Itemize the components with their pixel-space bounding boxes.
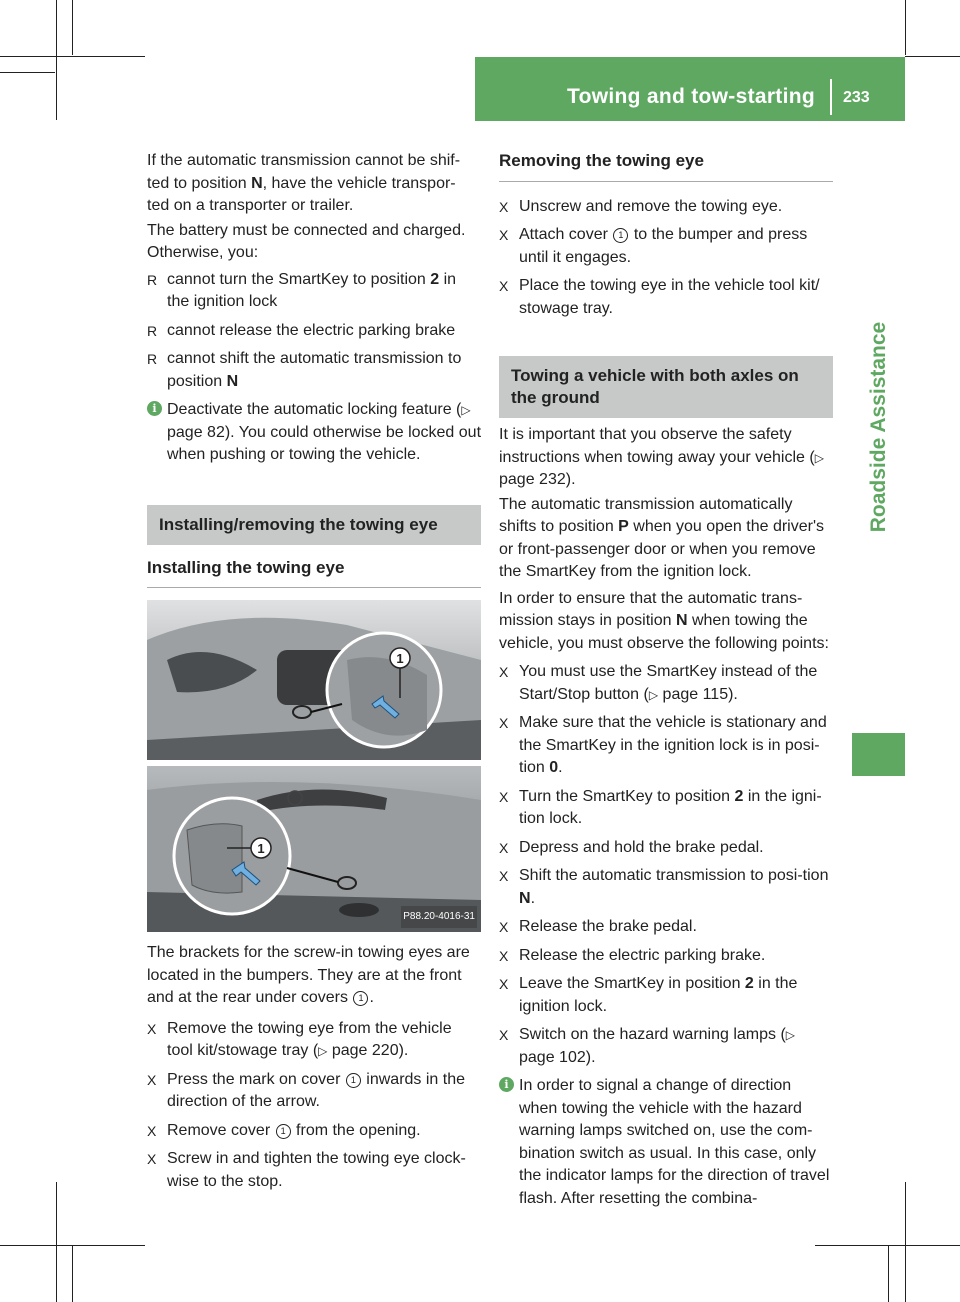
list-item: X Make sure that the vehicle is stationary and the SmartKey in the ignition lock is in posi-tion 0. <box>499 714 827 776</box>
list-item: X Switch on the hazard warning lamps (▷ page 102). <box>499 1026 796 1066</box>
callout-marker: 1 <box>346 1073 361 1088</box>
installing-steps <box>147 1018 481 1194</box>
step-arrow-marker: X <box>499 919 509 935</box>
step-arrow-marker: X <box>499 278 509 294</box>
left-column <box>147 150 481 1199</box>
figure-callout: 1 <box>396 651 404 666</box>
list-item: R cannot shift the automatic transmission to position N <box>147 350 462 390</box>
page-number: 233 <box>843 89 870 106</box>
side-tab-marker <box>852 733 905 776</box>
list-item: X Leave the SmartKey in position 2 in the ignition lock. <box>499 975 798 1015</box>
step-arrow-marker: X <box>499 715 509 731</box>
step-arrow-marker: X <box>499 788 509 805</box>
crop-mark <box>888 1246 889 1302</box>
step-arrow-marker: X <box>499 198 509 215</box>
bullet-marker: R <box>147 322 158 339</box>
step-arrow-marker: X <box>499 1027 509 1043</box>
list-item: X Attach cover 1 to the bumper and press until it engages. <box>499 226 808 266</box>
bullet-marker: R <box>147 271 158 288</box>
list-item: X Place the towing eye in the vehicle tool kit/ stowage tray. <box>499 277 820 317</box>
crop-mark <box>0 56 145 57</box>
callout-marker: 1 <box>276 1124 291 1139</box>
step-arrow-marker: X <box>499 227 509 243</box>
list-item: X Press the mark on cover 1 inwards in the direction of the arrow. <box>147 1070 466 1110</box>
list-item: X Release the electric parking brake. <box>499 945 833 968</box>
towing-eye-illustration <box>147 600 481 932</box>
ensure-paragraph: In order to ensure that the automatic trans-mission stays in position N when towing the vehicle, you must observe the following points: <box>499 589 829 652</box>
list-item: X Release the brake pedal. <box>499 916 833 939</box>
info-note: i Deactivate the automatic locking feature (▷ page 82). You could otherwise be locked out when pushing or towing the vehicle. <box>147 399 481 467</box>
crop-mark <box>905 1182 906 1302</box>
section-title: Towing a vehicle with both axles on the ground <box>499 356 833 418</box>
list-item: X Turn the SmartKey to position 2 in the igni-tion lock. <box>499 787 822 827</box>
list-item: X Remove the towing eye from the vehicle tool kit/stowage tray (▷ page 220). <box>147 1019 452 1059</box>
header-title: Towing and tow-starting <box>567 85 815 108</box>
step-arrow-marker: X <box>499 839 509 856</box>
crop-mark <box>905 0 906 55</box>
list-item: X Screw in and tighten the towing eye clock-wise to the stop. <box>147 1150 466 1190</box>
header-divider <box>830 79 832 115</box>
list-item: X Unscrew and remove the towing eye. <box>499 196 833 219</box>
brackets-paragraph: The brackets for the screw-in towing eyes are located in the bumpers. They are at the front and at the rear under covers 1 . <box>147 944 470 1006</box>
bullet-marker: R <box>147 351 158 367</box>
list-item: X Shift the automatic transmission to posi-tion N. <box>499 867 829 907</box>
section-title: Installing/removing the towing eye <box>147 505 481 545</box>
crop-mark <box>56 0 57 120</box>
subsection-title: Removing the towing eye <box>499 150 833 182</box>
info-icon: i <box>147 401 162 416</box>
step-arrow-marker: X <box>147 1020 157 1037</box>
step-arrow-marker: X <box>147 1151 157 1167</box>
list-item: X You must use the SmartKey instead of the Start/Stop button (▷ page 115). <box>499 663 818 703</box>
list-item: X Remove cover 1 from the opening. <box>147 1120 481 1143</box>
crop-mark <box>56 1182 57 1302</box>
callout-marker: 1 <box>613 228 628 243</box>
side-tab-label: Roadside Assistance <box>866 321 890 533</box>
safety-paragraph: It is important that you observe the safety instructions when towing away your vehicle (▷ page 232). <box>499 426 824 488</box>
figure-callout: 1 <box>257 841 265 856</box>
list-item: R cannot turn the SmartKey to position 2 in the ignition lock <box>147 270 457 310</box>
callout-marker: 1 <box>353 991 368 1006</box>
right-column <box>499 150 833 1210</box>
step-arrow-marker: X <box>499 947 509 964</box>
step-arrow-marker: X <box>147 1122 157 1139</box>
battery-paragraph: The battery must be connected and charged. Otherwise, you: <box>147 221 466 261</box>
step-arrow-marker: X <box>499 664 509 680</box>
step-arrow-marker: X <box>499 976 509 992</box>
crop-mark <box>0 72 55 73</box>
step-arrow-marker: X <box>147 1071 157 1088</box>
intro-paragraph: If the automatic transmission cannot be shif- ted to position N, have the vehicle transpor- ted on a transporter or trailer. <box>147 152 461 214</box>
step-arrow-marker: X <box>499 868 509 884</box>
crop-mark <box>72 1246 73 1302</box>
list-item: X Depress and hold the brake pedal. <box>499 837 833 860</box>
info-icon: i <box>499 1077 514 1092</box>
figure-code: P88.20-4016-31 <box>401 906 477 929</box>
towing-eye-figure <box>147 600 481 932</box>
side-tab <box>852 127 905 727</box>
crop-mark <box>905 56 960 57</box>
page-header <box>475 57 905 121</box>
removing-steps <box>499 196 833 321</box>
subsection-title: Installing the towing eye <box>147 557 481 589</box>
auto-shift-paragraph: The automatic transmission automatically shifts to position P when you open the driver's or front-passenger door or when you remove the SmartKey from the ignition lock. <box>499 495 825 580</box>
list-item: R cannot release the electric parking brake <box>147 320 481 343</box>
crop-mark <box>72 0 73 55</box>
info-note: i In order to signal a change of direction when towing the vehicle with the hazard warning lamps switched on, use the com-bination switch as usual. In this case, only the indicator lamps for the direction of travel flash. After resetting the combina- <box>499 1075 833 1210</box>
bullet-list <box>147 269 481 394</box>
towing-steps <box>499 661 833 1069</box>
